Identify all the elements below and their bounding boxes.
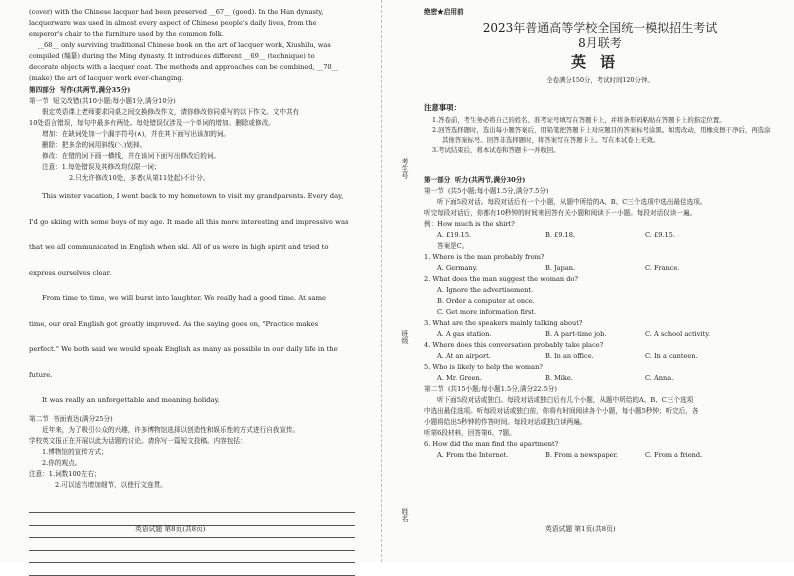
instruction-line: 注意：1.每处错误及其修改均仅限一词； [42,163,161,171]
instruction-line: 2.只允许修改10处，多者(从第11处起)不计分。 [69,174,210,182]
secret-label: 绝密★启用前 [424,8,464,16]
instruction-line: 10处语言错误，每句中最多有两处。每处错误仅涉及一个单词的增加、删除或修改。 [29,119,275,127]
question: 4. Where does this conversation probably take place? [424,341,604,349]
instruction-line: 听下面5段对话或独白。每段对话或独白后有几个小题，从题中所给的A、B、C三个选项 [437,396,694,404]
note-item: 1.答卷前，考生务必将自己的姓名、准考证号填写在答题卡上，并将条形码粘贴在答题卡上的指定位置。 [432,116,726,124]
example-question: 例：How much is the shirt? [424,220,515,228]
option: A. At an airport. [437,352,491,360]
essay-line: express ourselves clear. [29,268,112,277]
essay-line: It was really an unforgettable and meaning holiday. [42,396,220,404]
page-divider [381,0,382,562]
passage-line: lacquerware was used in almost every aspect of Chinese people's daily lives, from the [29,19,317,27]
instruction-line: 小题将给出5秒钟的作答时间。每段对话或独白读两遍。 [424,418,587,426]
sec2-title: 第二节 书面表达(满分25分) [29,414,113,423]
name-label: 姓名 [401,508,409,522]
question-options [424,373,776,384]
sec1-title: 第一节 短文改错(共10小题;每小题1分,满分10分) [29,97,176,105]
example-answer: 答案是C。 [437,242,469,250]
question: 1. Where is the man probably from? [424,253,545,261]
option: C. In a canteen. [645,352,698,360]
instruction-line: 2.你的观点。 [42,458,82,467]
question: 6. How did the man find the apartment? [424,440,559,448]
option: B. A part-time job. [545,330,607,338]
right-footer: 英语试题 第1页(共8页) [545,525,616,533]
writing-line[interactable] [29,501,355,514]
writing-line[interactable] [29,551,355,564]
option: A. Germany. [437,264,478,272]
instruction-line: 注意：1.词数100左右； [29,469,101,478]
passage [29,7,355,84]
writing-line[interactable] [29,563,355,576]
question-options [424,351,776,362]
left-footer: 英语试题 第8页(共8页) [135,525,206,533]
question: 2. What does the man suggest the woman do? [424,275,578,283]
option: C. Get more information first. [437,308,537,316]
question-options [424,329,776,340]
question: 5. Who is likely to help the woman? [424,363,543,371]
instruction-line: 2.可以适当增加细节，以使行文连贯。 [55,480,167,489]
question-options [424,450,776,461]
sec1-instructions [29,107,355,184]
option: C. France. [645,264,680,272]
instruction-line: 假定英语课上老师要求同桌之间交换修改作文，请你修改你同桌写的以下作文。文中共有 [42,108,300,116]
passage-line: compiled (编纂) during the Ming dynasty. It introduces different __69__ (technique) to [29,52,315,60]
notes-title: 注意事项： [424,103,461,112]
essay [29,184,355,414]
example-options [424,230,776,241]
passage-line: decorate objects with a lacquer coat. The methods and approaches can be combined, __70__ [29,63,339,71]
part1-title: 第一部分 听力(共两节,满分30分) [424,176,526,184]
left-page [29,7,355,576]
notes [424,115,776,155]
instruction-line: 中选出最佳选项。听每段对话或独白前，你将有时间阅读各个小题，每小题5秒钟；听完后，各 [424,407,699,415]
passage-line: (cover) with the Chinese lacquer had been preserved __67__ (good). In the Han dynasty, [29,8,324,16]
essay-line: From time to time, we will burst into laughter. We really had a good time. At same [42,294,327,302]
option: A. Mr. Green. [437,374,482,382]
essay-line: time, our oral English got greatly improved. As the saying goes on, "Practice makes [29,319,319,328]
passage-line: (make) the art of lacquer work ever-changing. [29,74,184,82]
exam-title: 2023年普通高等学校全国统一模拟招生考试 [482,21,718,35]
subject-title: 英语 [570,53,629,71]
listening-sec2-title: 第二节 (共15小题;每小题1.5分,满分22.5分) [424,385,557,393]
essay-line: This winter vacation, I went back to my hometown to visit my grandparents. Every day, [42,192,344,200]
option: B. From a newspaper. [545,451,619,459]
option: A. A gas station. [437,330,492,338]
instruction-line: 听完每段对话后，你都有10秒钟的时间来回答有关小题和阅读下一小题。每段对话仅读一遍。 [424,209,697,217]
passage-line: emperor's chair to the furniture used by the common folk. [29,30,224,38]
essay-line: that we all communicated in English when ski. All of us were in high spirit and tried to [29,243,329,251]
exam-number-label: 考生号 [401,158,409,179]
question-options [424,263,776,274]
option: C. £9.15. [645,231,675,239]
option: A. £19.15. [437,231,472,239]
instruction-line: 增加：在缺词处加一个漏字符号(∧)，并在其下面写出该加的词。 [42,130,231,138]
instruction-line: 删除：把多余的词用斜线(＼)划掉。 [42,141,147,149]
instruction-line: 学校英文报正在开展以此为话题的讨论。请你写一篇短文投稿。内容包括： [29,436,247,445]
instruction-line: 近年来，为了吸引公众的兴趣，许多博物馆选择以创造性和娱乐性的方式进行自我宣传。 [42,425,300,434]
essay-line: future. [29,370,53,379]
option: B. Japan. [545,264,576,272]
exam-subtitle: 8月联考 [578,36,622,50]
option: C. Anna. [645,374,674,382]
option: C. From a friend. [645,451,703,459]
option: A. From the Internet. [437,451,509,459]
part4-title: 第四部分 写作(共两节,满分35分) [29,86,131,94]
listening-sec1-title: 第一节 (共5小题;每小题1.5分,满分7.5分) [424,187,549,195]
right-page [424,7,776,461]
option: B. Order a computer at once. [437,297,535,305]
option: A. Ignore the advertisement. [437,286,534,294]
essay-line: perfect." We both said we would speak English as many as possible in our daily life in the [29,345,338,353]
instruction-line: 听第6段材料，回答第6、7题。 [424,429,516,437]
passage-line: __68__ only surviving traditional Chinese book on the art of lacquer work, Xiushilu, was [29,41,331,49]
option: B. £9.18. [545,231,576,239]
writing-line[interactable] [29,538,355,551]
instruction-line: 听下面5段对话。每段对话后有一个小题，从题中所给的A、B、C三个选项中选出最佳选项。 [437,198,707,206]
sec2-instructions [29,425,355,491]
question: 3. What are the speakers mainly talking about? [424,319,583,327]
option: B. Mike. [545,374,573,382]
note-item: 3.考试结束后，将本试卷和答题卡一并收回。 [432,146,560,154]
writing-lines[interactable] [29,501,355,576]
class-label: 班级 [401,330,409,344]
instruction-line: 1.博物馆的宣传方式； [42,447,108,456]
option: C. A school activity. [645,330,711,338]
instruction-line: 修改：在错的词下画一横线，并在该词下面写出修改后的词。 [42,152,221,160]
score-line: 全卷满分150分，考试时间120分钟。 [546,76,654,84]
note-item: 2.回答选择题时，选出每小题答案后，用铅笔把答题卡上对应题目的答案标号涂黑。如需改动，用橡皮擦干净后，再选涂其他答案标号。回答非选择题时，将答案写在答题卡上。写在本试卷上无效。 [432,126,771,144]
essay-line: I'd go skiing with some boys of my age. It made all this more interesting and impressive was [29,217,349,226]
option: B. In an office. [545,352,594,360]
